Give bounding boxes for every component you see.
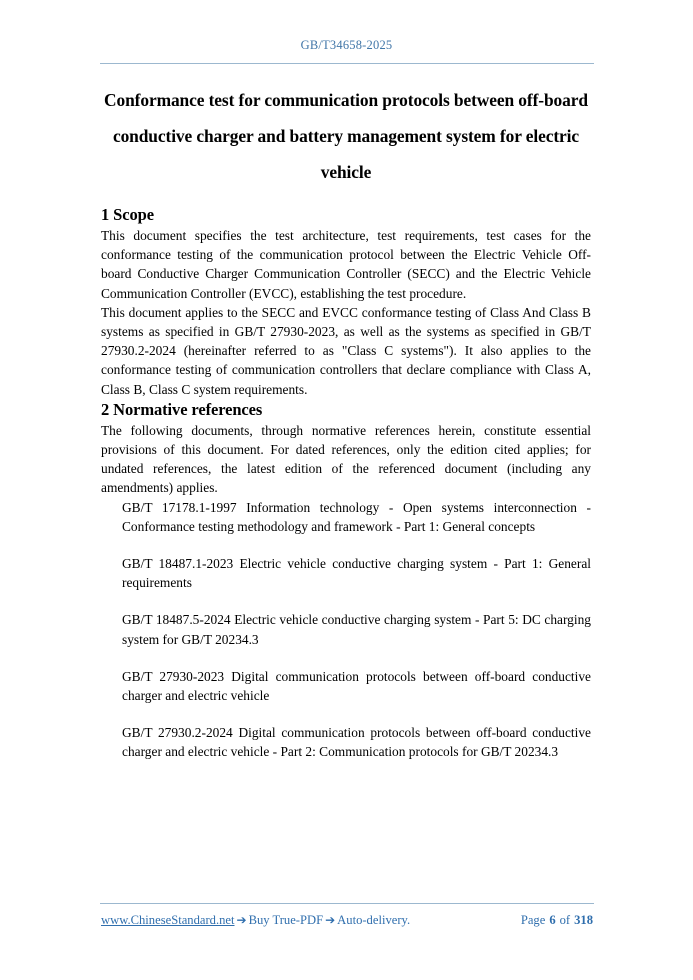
website-link[interactable]: www.ChineseStandard.net <box>101 913 235 927</box>
header-divider <box>100 63 594 64</box>
list-item: GB/T 17178.1-1997 Information technology - Open systems interconnection - Conformance testing methodology and framework - Part 1: General concepts <box>122 499 591 534</box>
page-label: Page <box>520 913 546 927</box>
footer-promo <box>101 913 410 928</box>
document-body <box>101 204 591 762</box>
arrow-right-icon: ➔ <box>325 913 336 927</box>
page-footer <box>101 913 593 928</box>
of-label: of <box>559 913 571 927</box>
buy-true-pdf-label: Buy True-PDF <box>248 913 324 927</box>
page-header <box>0 36 693 54</box>
document-title: Conformance test for communication protocols between off-board conductive charger and battery management system for electric vehicle <box>104 90 588 182</box>
list-item: GB/T 18487.1-2023 Electric vehicle conductive charging system - Part 1: General requirements <box>122 556 591 591</box>
current-page-number: 6 <box>549 913 556 927</box>
list-item: GB/T 18487.5-2024 Electric vehicle conductive charging system - Part 5: DC charging system for GB/T 20234.3 <box>122 612 591 647</box>
page-number-indicator <box>521 913 593 928</box>
list-item: GB/T 27930.2-2024 Digital communication protocols between off-board conductive charger and electric vehicle - Part 2: Communication protocols for GB/T 20234.3 <box>122 725 591 760</box>
section-heading-scope: 1 Scope <box>101 205 154 224</box>
list-item: GB/T 27930-2023 Digital communication protocols between off-board conductive charger and electric vehicle <box>122 668 591 704</box>
auto-delivery-label: Auto-delivery. <box>337 913 411 927</box>
normative-references-paragraph: The following documents, through normative references herein, constitute essential provisions of this document. For dated references, only the edition cited applies; for undated references, the latest edition of the referenced document (including any amendments) applies. <box>101 422 591 496</box>
section-heading-normative-references: 2 Normative references <box>101 399 263 419</box>
normative-reference-list <box>101 498 591 762</box>
standard-code-header: GB/T34658-2025 <box>300 38 393 52</box>
total-page-count: 318 <box>574 913 593 927</box>
scope-paragraph-1: This document specifies the test architecture, test requirements, test cases for the conformance testing of the communication protocol between the Electric Vehicle Off-board Conductive Charger Communication Controller (SECC) and the Electric Vehicle Communication Controller (EVCC), establishing the test procedure. <box>101 228 591 301</box>
footer-divider <box>100 903 594 904</box>
scope-paragraph-2: This document applies to the SECC and EVCC conformance testing of Class And Class B systems as specified in GB/T 27930-2023, as well as the systems as specified in GB/T 27930.2-2024 (hereinafter referred to as "Class C systems"). It also applies to the conformance testing of communication controllers that declare compliance with Class A, Class B, Class C system requirements. <box>101 304 591 397</box>
arrow-right-icon: ➔ <box>236 913 247 927</box>
